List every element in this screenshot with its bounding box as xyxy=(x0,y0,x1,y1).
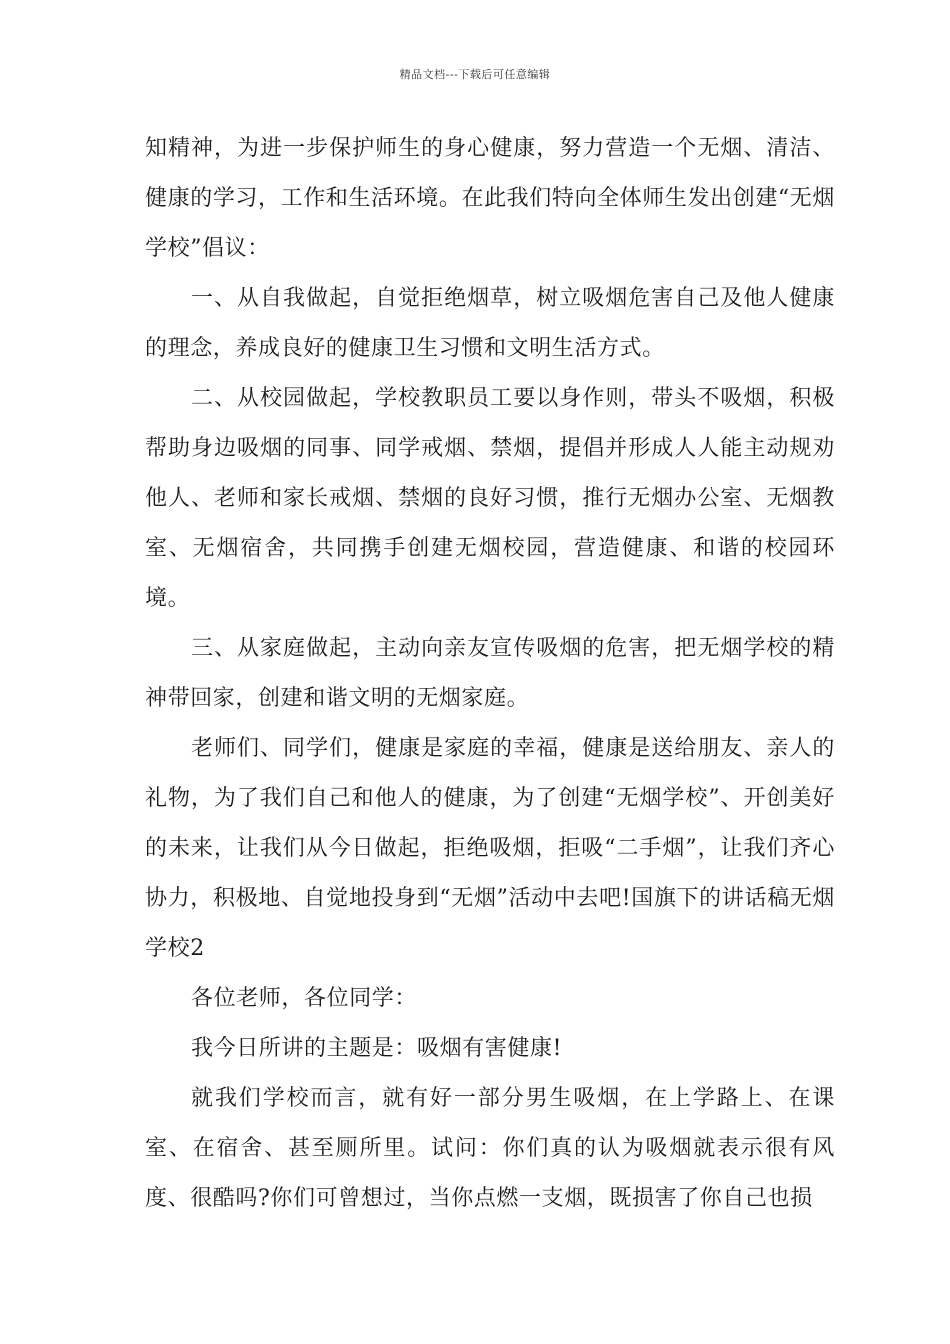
paragraph-appeal: 老师们、同学们，健康是家庭的幸福，健康是送给朋友、亲人的礼物，为了我们自己和他人的健康，为了创建“无烟学校”、开创美好的未来，让我们从今日做起，拒绝吸烟，拒吸“二手烟”，让我们齐心协力，积极地、自觉地投身到“无烟”活动中去吧!国旗下的讲话稿无烟学校2 xyxy=(145,736,835,961)
paragraph-school-smoking: 就我们学校而言，就有好一部分男生吸烟，在上学路上、在课室、在宿舍、甚至厕所里。试问：你们真的认为吸烟就表示很有风度、很酷吗?你们可曾想过，当你点燃一支烟，既损害了你自己也损 xyxy=(145,1086,835,1211)
document-body xyxy=(145,124,835,1224)
paragraph-intro: 知精神，为进一步保护师生的身心健康，努力营造一个无烟、清洁、健康的学习，工作和生活环境。在此我们特向全体师生发出创建“无烟学校”倡议： xyxy=(145,136,835,261)
paragraph-point-two: 二、从校园做起，学校教职员工要以身作则，带头不吸烟，积极帮助身边吸烟的同事、同学戒烟、禁烟，提倡并形成人人能主动规劝他人、老师和家长戒烟、禁烟的良好习惯，推行无烟办公室、无烟教室、无烟宿舍，共同携手创建无烟校园，营造健康、和谐的校园环境。 xyxy=(145,386,835,611)
paragraph-point-one: 一、从自我做起，自觉拒绝烟草，树立吸烟危害自己及他人健康的理念，养成良好的健康卫生习惯和文明生活方式。 xyxy=(145,286,835,361)
paragraph-point-three: 三、从家庭做起，主动向亲友宣传吸烟的危害，把无烟学校的精神带回家，创建和谐文明的无烟家庭。 xyxy=(145,636,835,711)
paragraph-greeting: 各位老师，各位同学： xyxy=(191,986,418,1011)
page-header: 精品文档---下载后可任意编辑 xyxy=(399,68,551,81)
paragraph-topic: 我今日所讲的主题是：吸烟有害健康! xyxy=(191,1036,563,1061)
